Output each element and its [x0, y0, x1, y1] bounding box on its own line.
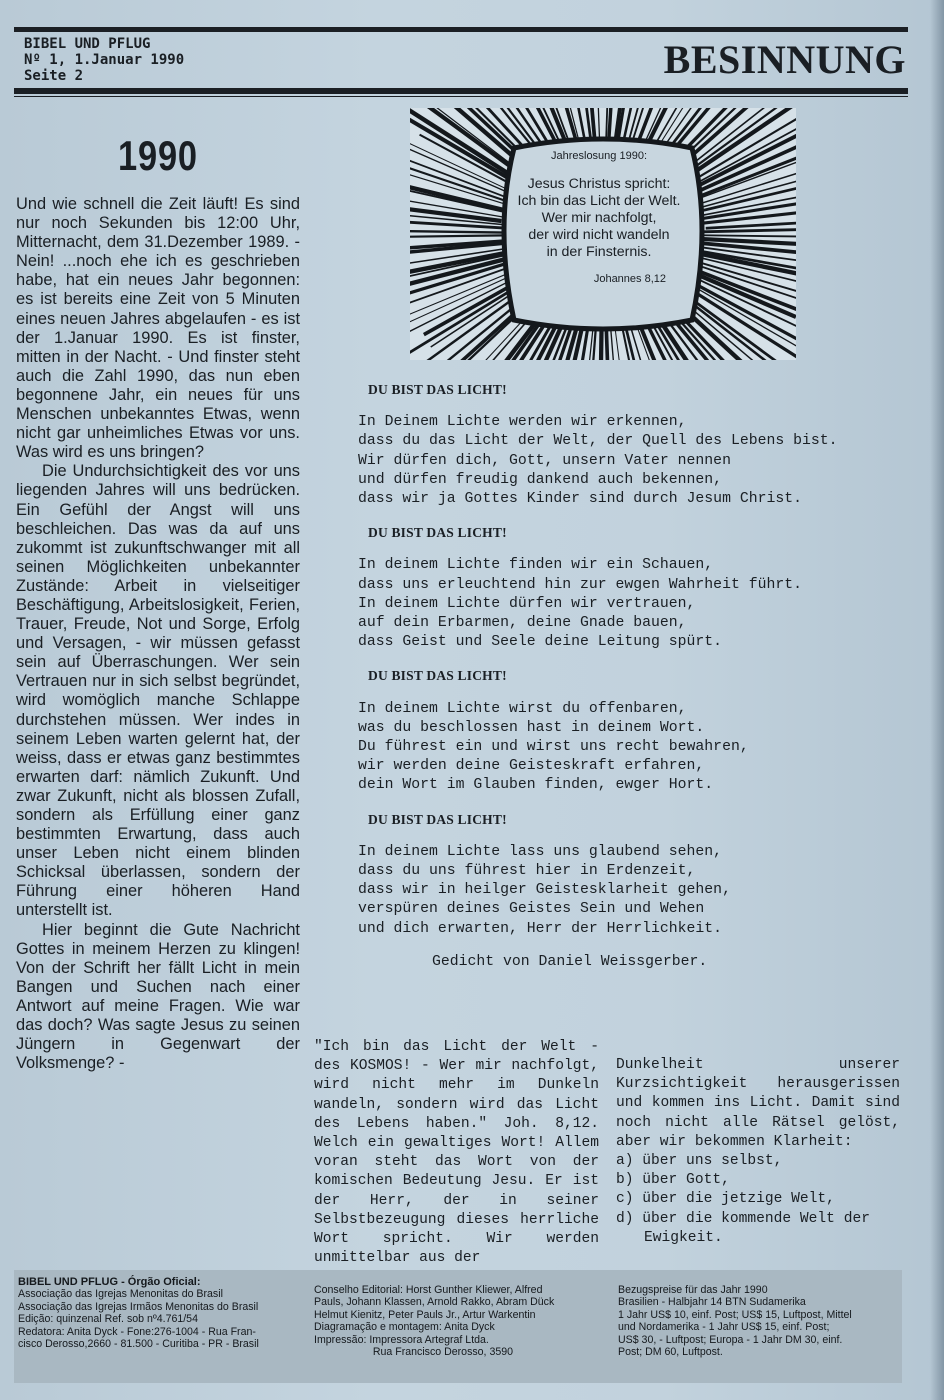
poem-line: dass du das Licht der Welt, der Quell des Lebens bist.	[358, 433, 838, 450]
imprint-line: Post; DM 60, Luftpost.	[618, 1346, 723, 1359]
poem-line: und dürfen freudig dankend auch bekennen,	[358, 471, 723, 488]
imprint-line: Helmut Kienitz, Peter Pauls Jr., Artur Warkentin	[314, 1308, 536, 1321]
header-rule-top	[14, 27, 908, 32]
poem-stanza	[358, 556, 898, 652]
jahreslosung-line: Jesus Christus spricht:	[527, 176, 671, 192]
article-column-right	[616, 1056, 900, 1248]
clarity-list	[616, 1152, 900, 1248]
masthead-line: Seite 2	[24, 68, 84, 84]
jahreslosung-line: Wer mir nachfolgt,	[541, 210, 657, 226]
poem-line: In deinem Lichte dürfen wir vertrauen,	[358, 595, 696, 612]
masthead-line: Nº 1, 1.Januar 1990	[24, 52, 185, 68]
poem-line: In Deinem Lichte werden wir erkennen,	[358, 414, 687, 431]
header-rule-bottom	[14, 88, 908, 94]
poem	[358, 374, 898, 972]
imprint-line: Edição: quinzenal Ref. sob nº4.761/54	[18, 1313, 198, 1326]
article-column-middle: "Ich bin das Licht der Welt - des KOSMOS! - Wer mir nachfolgt, wird nicht mehr im Dunkeln wandeln, sondern wird das Licht des Lebens haben." Joh. 8,12. Welch ein gewaltiges Wort! Allem voran steht das Wort von der komischen Bedeutung Jesu. Er ist der Herr, der in seiner Selbstbezeugung dieses herrliche Wort spricht. Wir werden unmittelbar aus der	[314, 1039, 599, 1267]
jahreslosung-reference: Johannes 8,12	[593, 273, 666, 285]
masthead-line: BIBEL UND PFLUG	[24, 36, 151, 52]
imprint-line: Conselho Editorial: Horst Gunther Kliewer, Alfred	[314, 1284, 543, 1296]
poem-stanza	[358, 413, 898, 509]
list-item: c) über die jetzige Welt,	[616, 1191, 835, 1208]
imprint-editorial	[314, 1284, 604, 1358]
poem-line: verspüren deines Geistes Sein und Wehen	[358, 901, 705, 918]
imprint-line: BIBEL UND PFLUG - Órgão Oficial:	[18, 1276, 201, 1288]
jahreslosung-line: in der Finsternis.	[546, 244, 652, 260]
jahreslosung-heading: Jahreslosung 1990:	[550, 150, 647, 162]
imprint-line: Associação das Igrejas Irmãos Menonitas do Brasil	[18, 1300, 259, 1313]
poem-line: wir werden deine Geisteskraft erfahren,	[358, 758, 705, 775]
imprint-line: Associação das Igrejas Menonitas do Brasil	[18, 1288, 223, 1301]
poem-refrain: DU BIST DAS LICHT!	[368, 525, 507, 541]
list-item: d) über die kommende Welt der Ewigkeit.	[616, 1210, 870, 1246]
poem-line: dass wir in heilger Geistesklarheit gehen,	[358, 882, 731, 899]
poem-line: was du beschlossen hast in deinem Wort.	[358, 719, 705, 736]
masthead	[24, 36, 184, 84]
jahreslosung-line: der wird nicht wandeln	[528, 227, 670, 243]
poem-signature: Gedicht von Daniel Weissgerber.	[432, 953, 708, 970]
article-column-left	[16, 195, 300, 1073]
imprint-line: Pauls, Johann Klassen, Arnold Rakko, Abram Dück	[314, 1296, 555, 1309]
article-paragraph: Und wie schnell die Zeit läuft! Es sind nur noch Sekunden bis 12:00 Uhr, Mitternacht, dem 31.Dezember 1989. - Nein! ...noch ehe ich es geschrieben habe, hat ein neues Jahr begonnen: es ist bereits eine Zeit von 5 Minuten eines neuen Jahres abgelaufen - es ist der 1.Januar 1990. Es ist finster, mitten in der Nacht. - Und finster steht auch die Zahl 1990, das nun eben begonnene Jahr, ein neues für uns Menschen unbekanntes Etwas, wenn nicht gar unheimliches Etwas vor uns. Was wird es uns bringen?	[16, 195, 300, 462]
list-item: a) über uns selbst,	[616, 1153, 783, 1170]
imprint-line: Bezugspreise für das Jahr 1990	[618, 1284, 768, 1296]
poem-line: dass Geist und Seele deine Leitung spürt.	[358, 634, 723, 651]
article-paragraph: Dunkelheit unserer Kurzsichtigkeit herausgerissen und kommen ins Licht. Damit sind noch nicht alle Rätsel gelöst, aber wir bekommen Klarheit:	[616, 1057, 900, 1150]
poem-line: dass du uns führest hier in Erdenzeit,	[358, 863, 696, 880]
header-rule-thin	[14, 96, 908, 97]
poem-line: In deinem Lichte wirst du offenbaren,	[358, 700, 687, 717]
poem-line: dass uns erleuchtend hin zur ewgen Wahrheit führt.	[358, 576, 802, 593]
poem-refrain: DU BIST DAS LICHT!	[368, 382, 507, 397]
page-edge-shadow	[930, 0, 944, 1400]
article-paragraph: Hier beginnt die Gute Nachricht Gottes in meinem Herzen zu klingen! Von der Schrift her fällt Licht in mein Bangen und Suchen nach einer Antwort auf meine Fragen. Wie war das doch? Was sagte Jesus zu seinen Jüngern in Gegenwart der Volksmenge? -	[16, 920, 300, 1073]
section-title: BESINNUNG	[663, 37, 906, 82]
imprint-line: und Nordamerika - 1 Jahr US$ 15, einf. Post;	[618, 1321, 830, 1334]
poem-line: auf dein Erbarmen, deine Gnade bauen,	[358, 615, 687, 632]
poem-stanza	[358, 700, 898, 796]
jahreslosung-line: Ich bin das Licht der Welt.	[517, 193, 681, 209]
imprint-prices	[618, 1284, 900, 1358]
poem-line: Du führest ein und wirst uns recht bewahren,	[358, 739, 749, 756]
poem-refrain: DU BIST DAS LICHT!	[368, 811, 507, 827]
jahreslosung-box	[506, 150, 692, 285]
imprint-line: US$ 30, - Luftpost; Europa - 1 Jahr DM 30, einf.	[618, 1333, 843, 1346]
poem-line: dass wir ja Gottes Kinder sind durch Jesum Christ.	[358, 491, 802, 508]
poem-line: Wir dürfen dich, Gott, unsern Vater nennen	[358, 452, 731, 469]
poem-line: dein Wort im Glauben finden, ewger Hort.	[358, 777, 714, 794]
poem-stanza	[358, 843, 898, 939]
imprint-line: Rua Francisco Derosso, 3590	[314, 1346, 514, 1359]
poem-line: und dich erwarten, Herr der Herrlichkeit.	[358, 920, 723, 937]
imprint-line: Diagramação e montagem: Anita Dyck	[314, 1321, 495, 1334]
imprint-line: cisco Derosso,2660 - 81.500 - Curitiba - PR - Brasil	[18, 1338, 259, 1351]
imprint-line: Brasilien - Halbjahr 14 BTN Sudamerika	[618, 1296, 806, 1309]
poem-refrain: DU BIST DAS LICHT!	[368, 668, 507, 684]
imprint-publisher	[18, 1276, 298, 1350]
imprint-line: 1 Jahr US$ 10, einf. Post; US$ 15, Luftpost, Mittel	[618, 1308, 852, 1321]
list-item: b) über Gott,	[616, 1172, 730, 1189]
poem-line: In deinem Lichte finden wir ein Schauen,	[358, 557, 714, 574]
article-headline: 1990	[118, 132, 198, 179]
imprint-footer	[14, 1270, 902, 1383]
article-paragraph: Die Undurchsichtigkeit des vor uns liegenden Jahres will uns bedrücken. Ein Gefühl der Angst will uns beschleichen. Das was da auf uns zukommt ist zukunftschwanger mit all seinen Möglichkeiten unbekannter Zustände: Arbeit in vielseitiger Beschäftigung, Arbeitslosigkeit, Ferien, Trauer, Freude, Not und Sorge, Erfolg und Versagen, - wir müssen gefasst sein auf Überraschungen. Wer sein Vertrauen nur in sich selbst begründet, wird womöglich manche Schlappe durchstehen müssen. Wer indes in seinem Leben warten gelernt hat, der weiss, dass er etwas ganz bestimmtes erwarten darf: nämlich Zukunft. Und zwar Zukunft, nicht als blossen Zufall, sondern als Erfüllung einer ganz bestimmten Erwartung, dass auch unser Leben nicht einem blinden Schicksal überlassen, sondern der Führung einer höheren Hand unterstellt ist.	[16, 462, 300, 920]
poem-line: In deinem Lichte lass uns glaubend sehen,	[358, 843, 723, 860]
imprint-line: Impressão: Impressora Artegraf Ltda.	[314, 1333, 489, 1346]
imprint-line: Redatora: Anita Dyck - Fone:276-1004 - Rua Fran-	[18, 1325, 256, 1338]
